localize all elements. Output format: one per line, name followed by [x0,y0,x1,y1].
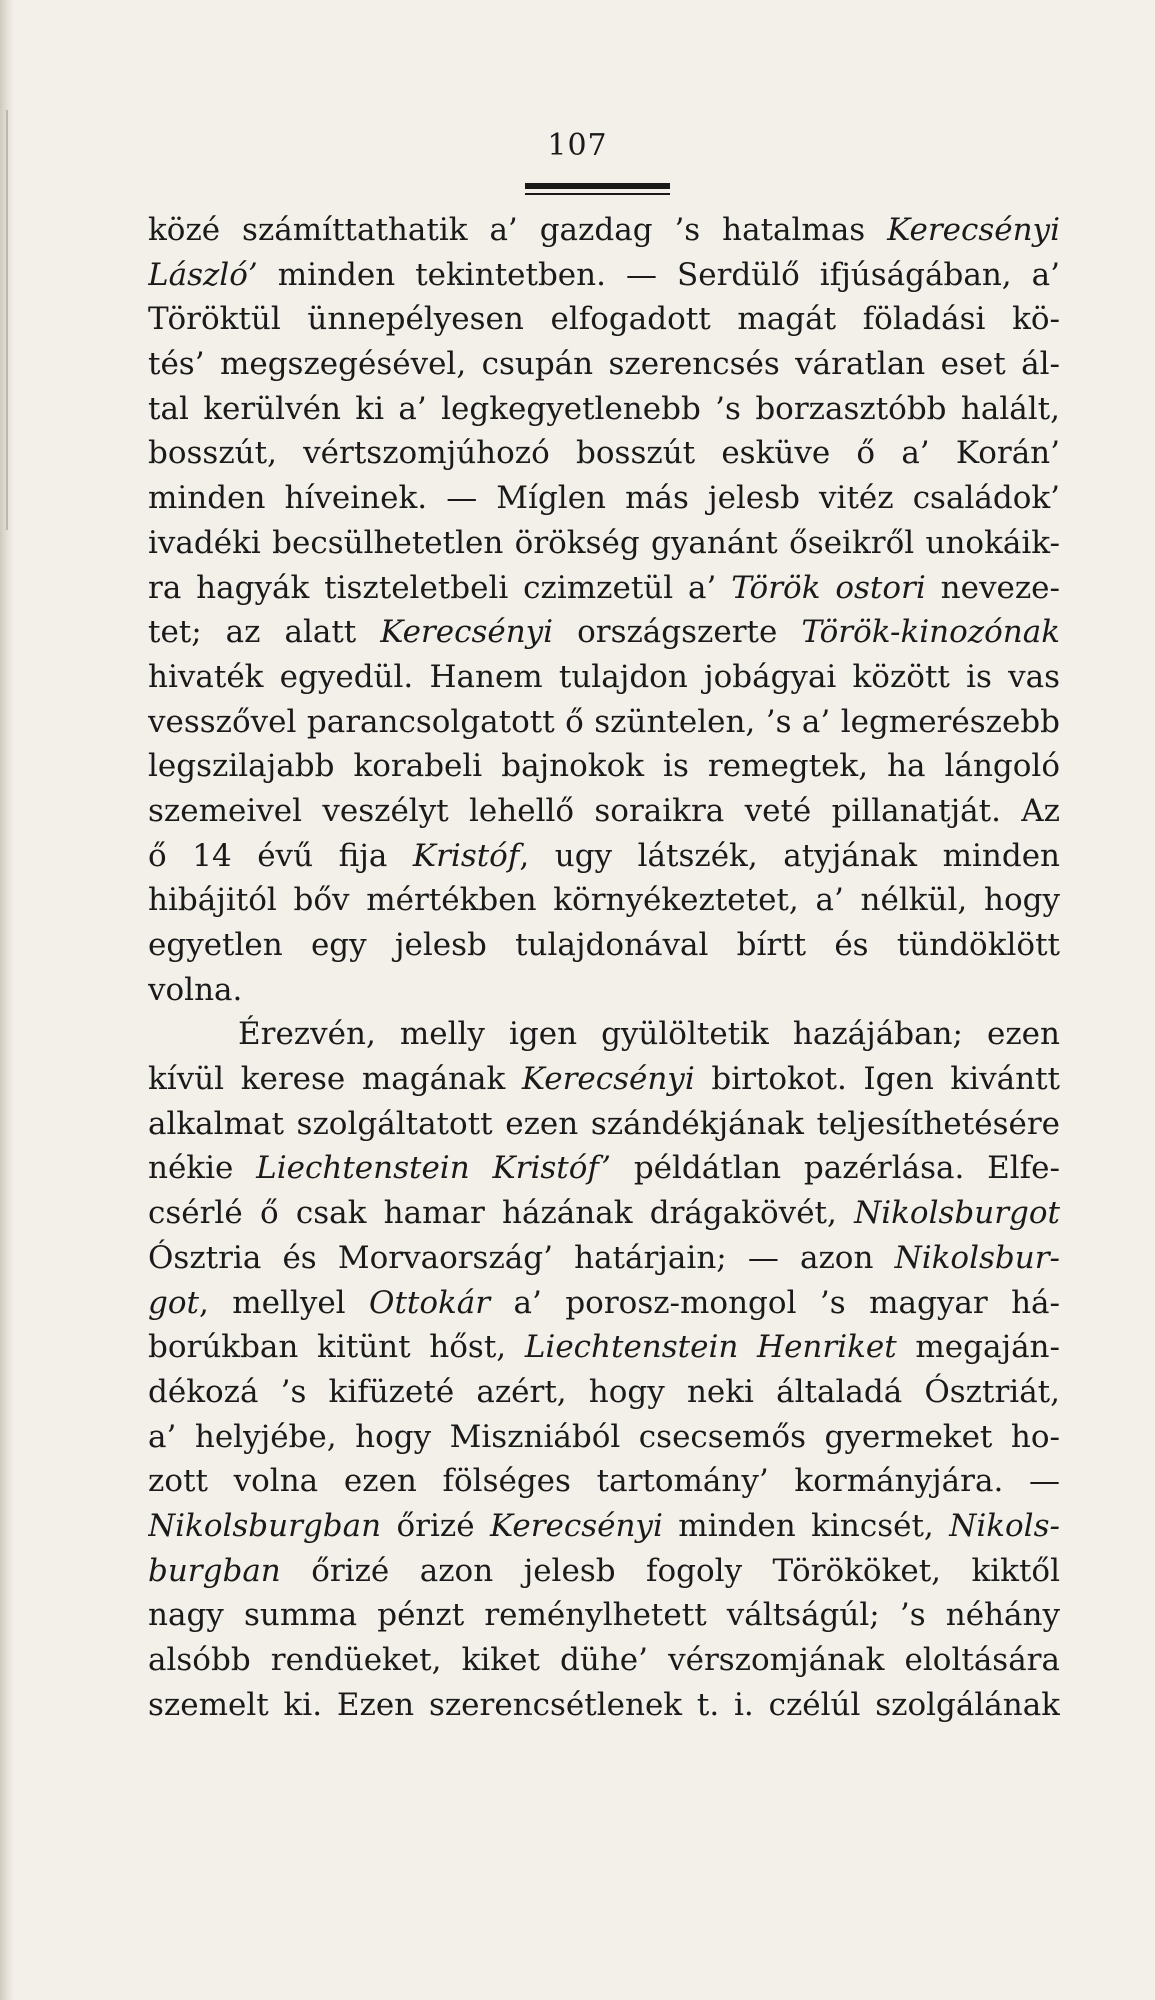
text-line [148,923,1060,968]
text-segment: országszerte [553,614,802,651]
italic-segment: burgban [148,1552,281,1589]
header-rule [525,183,670,197]
italic-segment: got [148,1284,199,1321]
body-text [148,208,1060,1727]
text-line [148,1057,1060,1102]
text-line [148,297,1060,342]
text-line [148,1281,1060,1326]
italic-segment: Kerecsényi [380,614,554,651]
text-line [148,1593,1060,1638]
text-segment: legszilajabb korabeli bajnokok is remegtek, ha lángoló [148,748,1060,785]
text-line [148,1415,1060,1460]
text-segment: tés’ megszegésével, csupán szerencsés váratlan eset ál- [148,346,1060,383]
text-line [148,253,1060,298]
text-line [148,1012,1060,1057]
text-segment: minden híveinek. — Míglen más jelesb vitéz családok’ [148,480,1060,517]
text-line [148,1638,1060,1683]
text-line [148,208,1060,253]
text-line [148,1236,1060,1281]
text-segment: zott volna ezen fölséges tartomány’ kormányjára. — [148,1463,1060,1500]
italic-segment: Ottokár [369,1284,491,1321]
text-line [148,878,1060,923]
text-segment: ő 14 évű fija [148,837,413,874]
text-segment: birtokot. Igen kivántt [694,1061,1060,1098]
text-segment: őrizé [381,1507,491,1544]
text-line [148,476,1060,521]
text-line [148,1325,1060,1370]
text-line [148,1459,1060,1504]
text-line [148,1549,1060,1594]
italic-segment: Török-kinozónak [801,614,1060,651]
text-segment: hibájitól bőv mértékben környékeztetet, a’ nélkül, hogy [148,882,1060,919]
text-line [148,387,1060,432]
page-binding-edge [0,0,14,2000]
text-line [148,1191,1060,1236]
text-segment: szemeivel veszélyt lehellő soraikra veté pillanatját. Az [148,792,1060,829]
text-line [148,744,1060,789]
italic-segment: Liechtenstein Kristóf’ [256,1150,612,1187]
text-segment: egyetlen egy jelesb tulajdonával bírtt és tündöklött [148,927,1060,963]
text-line [148,655,1060,700]
text-segment: kívül kerese magának [148,1061,522,1098]
text-segment: alkalmat szolgáltatott ezen szándékjának teljesíthetésére [148,1105,1060,1142]
italic-segment: Nikols- [949,1507,1060,1544]
text-segment: Érezvén, melly igen gyülöltetik hazájában; ezen [238,1016,1060,1053]
text-line [148,1504,1060,1549]
italic-segment: Török ostori [731,569,926,606]
text-segment: tet; az alatt [148,614,381,651]
text-segment: ivadéki becsülhetetlen örökség gyanánt őseikről unokáik- [148,524,1060,561]
text-line [148,566,1060,611]
text-segment: minden kincsét, [662,1507,950,1544]
text-segment: példátlan pazérlása. Elfe- [611,1150,1060,1187]
text-segment: alsóbb rendüeket, kiket dühe’ vérszomjának eloltására [148,1642,1060,1678]
text-line [148,834,1060,879]
text-segment: minden tekintetben. — Serdülő ifjúságában, a’ [257,256,1060,293]
text-segment: megaján- [896,1329,1060,1366]
text-segment: borúkban kitünt hőst, [148,1329,525,1366]
text-line [148,1102,1060,1147]
text-line [148,610,1060,655]
text-line [148,342,1060,387]
text-line [148,521,1060,566]
italic-segment: Nikolsburgban [148,1507,382,1544]
text-line [148,789,1060,834]
text-line [148,968,1060,1013]
text-segment: , mellyel [198,1284,370,1321]
text-line [148,1683,1060,1728]
header-rule-thin [525,193,670,195]
text-segment: Töröktül ünnepélyesen elfogadott magát föladási kö- [148,301,1060,338]
text-segment: a’ porosz-mongol ’s magyar há- [490,1284,1060,1321]
page-number: 107 [547,128,608,163]
text-segment: őrizé azon jelesb fogoly Törököket, kiktől [280,1552,1060,1589]
text-segment: ra hagyák tiszteletbeli czimzetül a’ [148,569,732,606]
text-segment: Ósztria és Morvaország’ határjain; — azon [148,1239,895,1276]
text-segment: a’ helyjébe, hogy Miszniából csecsemős gyermeket ho- [148,1418,1060,1455]
text-line [148,1146,1060,1191]
text-segment: vesszővel parancsolgatott ő szüntelen, ’s a’ legmerészebb [148,703,1060,740]
text-line [148,700,1060,745]
text-segment: tal kerülvén ki a’ legkegyetlenebb ’s borzasztóbb halált, [148,390,1060,427]
text-segment: nagy summa pénzt reménylhetett váltságúl; ’s néhány [148,1597,1060,1634]
text-line [148,431,1060,476]
italic-segment: Kerecsényi [887,212,1060,248]
italic-segment: Kerecsényi [490,1507,663,1544]
italic-segment: Nikolsbur- [894,1239,1060,1276]
text-segment: csérlé ő csak hamar házának drágakövét, [148,1195,855,1232]
text-segment: nékie [148,1150,257,1187]
text-segment: közé számíttathatik a’ gazdag ’s hatalmas [148,212,888,248]
text-segment: hivaték egyedül. Hanem tulajdon jobágyai között is vas [148,658,1060,695]
text-segment: szemelt ki. Ezen szerencsétlenek t. i. czélúl szolgálának [148,1686,1060,1723]
italic-segment: Kristóf [412,837,520,874]
italic-segment: László’ [148,256,258,293]
header-rule-thick [525,183,670,189]
italic-segment: Liechtenstein Henriket [524,1329,897,1366]
italic-segment: Nikolsburgot [854,1195,1060,1232]
text-segment: neveze- [925,569,1060,606]
text-line [148,1370,1060,1415]
text-segment: dékozá ’s kifüzeté azért, hogy neki általadá Ósztriát, [148,1373,1060,1410]
italic-segment: Kerecsényi [521,1061,695,1098]
text-segment: volna. [148,971,243,1008]
text-segment: , ugy látszék, atyjának minden [519,837,1060,874]
text-segment: bosszút, vértszomjúhozó bosszút esküve ő a’ Korán’ [148,435,1060,472]
